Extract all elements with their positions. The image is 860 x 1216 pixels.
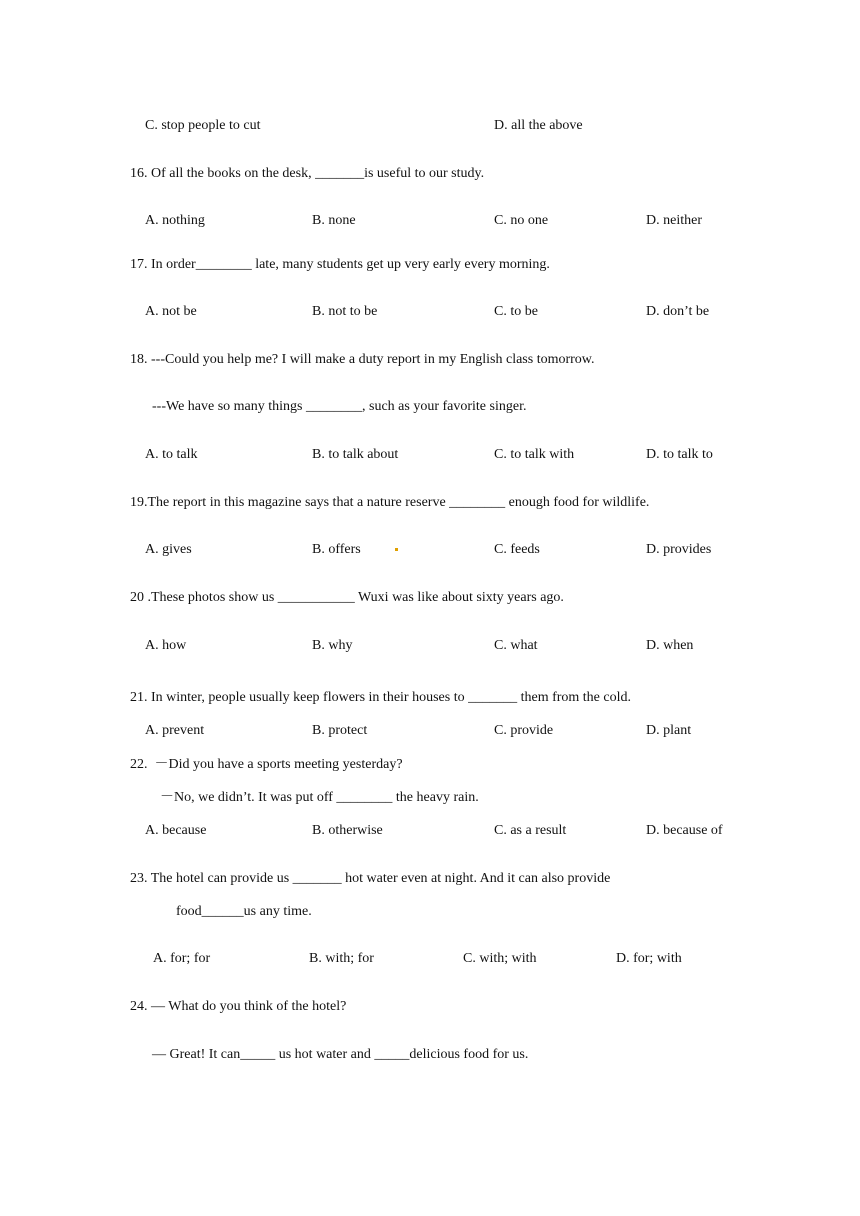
q19-question: 19.The report in this magazine says that a nature reserve ________ enough food for wildlife. bbox=[130, 495, 650, 510]
q15-option-d: D. all the above bbox=[494, 118, 583, 133]
q18-reply: ---We have so many things ________, such as your favorite singer. bbox=[152, 399, 527, 414]
q21-option-b: B. protect bbox=[312, 723, 368, 738]
q18-option-b: B. to talk about bbox=[312, 447, 399, 462]
q17-option-a: A. not be bbox=[145, 304, 197, 319]
q22-reply: －No, we didn’t. It was put off ________ the heavy rain. bbox=[160, 790, 479, 805]
q21-option-c: C. provide bbox=[494, 723, 554, 738]
q22-question: 22. －Did you have a sports meeting yesterday? bbox=[130, 757, 403, 772]
q21-question: 21. In winter, people usually keep flowers in their houses to _______ them from the cold. bbox=[130, 690, 631, 705]
q16-option-c: C. no one bbox=[494, 213, 549, 228]
q17-question: 17. In order________ late, many students get up very early every morning. bbox=[130, 257, 550, 272]
q20-question: 20 .These photos show us ___________ Wuxi was like about sixty years ago. bbox=[130, 590, 564, 605]
q24-question: 24. — What do you think of the hotel? bbox=[130, 999, 347, 1014]
q22-option-c: C. as a result bbox=[494, 823, 567, 838]
q18-option-a: A. to talk bbox=[145, 447, 198, 462]
q16-option-a: A. nothing bbox=[145, 213, 205, 228]
q20-option-b: B. why bbox=[312, 638, 353, 653]
q23-option-a: A. for; for bbox=[153, 951, 211, 966]
q19-option-d: D. provides bbox=[646, 542, 712, 557]
q19-option-b: B. offers bbox=[312, 542, 361, 557]
q18-option-d: D. to talk to bbox=[646, 447, 713, 462]
q16-option-b: B. none bbox=[312, 213, 356, 228]
q17-option-b: B. not to be bbox=[312, 304, 378, 319]
q20-option-d: D. when bbox=[646, 638, 694, 653]
q20-option-a: A. how bbox=[145, 638, 187, 653]
stray-dot bbox=[395, 548, 398, 551]
q17-option-d: D. don’t be bbox=[646, 304, 710, 319]
q19-option-a: A. gives bbox=[145, 542, 192, 557]
q16-option-d: D. neither bbox=[646, 213, 702, 228]
q21-option-d: D. plant bbox=[646, 723, 692, 738]
q22-option-b: B. otherwise bbox=[312, 823, 383, 838]
q18-option-c: C. to talk with bbox=[494, 447, 575, 462]
q23-question: 23. The hotel can provide us _______ hot water even at night. And it can also provide bbox=[130, 871, 611, 886]
q17-option-c: C. to be bbox=[494, 304, 538, 319]
q24-reply: — Great! It can_____ us hot water and _____delicious food for us. bbox=[152, 1047, 529, 1062]
q23-option-b: B. with; for bbox=[309, 951, 374, 966]
q20-option-c: C. what bbox=[494, 638, 538, 653]
q23-option-d: D. for; with bbox=[616, 951, 682, 966]
q18-question: 18. ---Could you help me? I will make a duty report in my English class tomorrow. bbox=[130, 352, 595, 367]
q23-option-c: C. with; with bbox=[463, 951, 537, 966]
q19-option-c: C. feeds bbox=[494, 542, 540, 557]
q23-continuation: food______us any time. bbox=[176, 904, 312, 919]
q15-option-c: C. stop people to cut bbox=[145, 118, 261, 133]
q22-option-a: A. because bbox=[145, 823, 207, 838]
q22-option-d: D. because of bbox=[646, 823, 723, 838]
q21-option-a: A. prevent bbox=[145, 723, 205, 738]
q16-question: 16. Of all the books on the desk, _______is useful to our study. bbox=[130, 166, 485, 181]
